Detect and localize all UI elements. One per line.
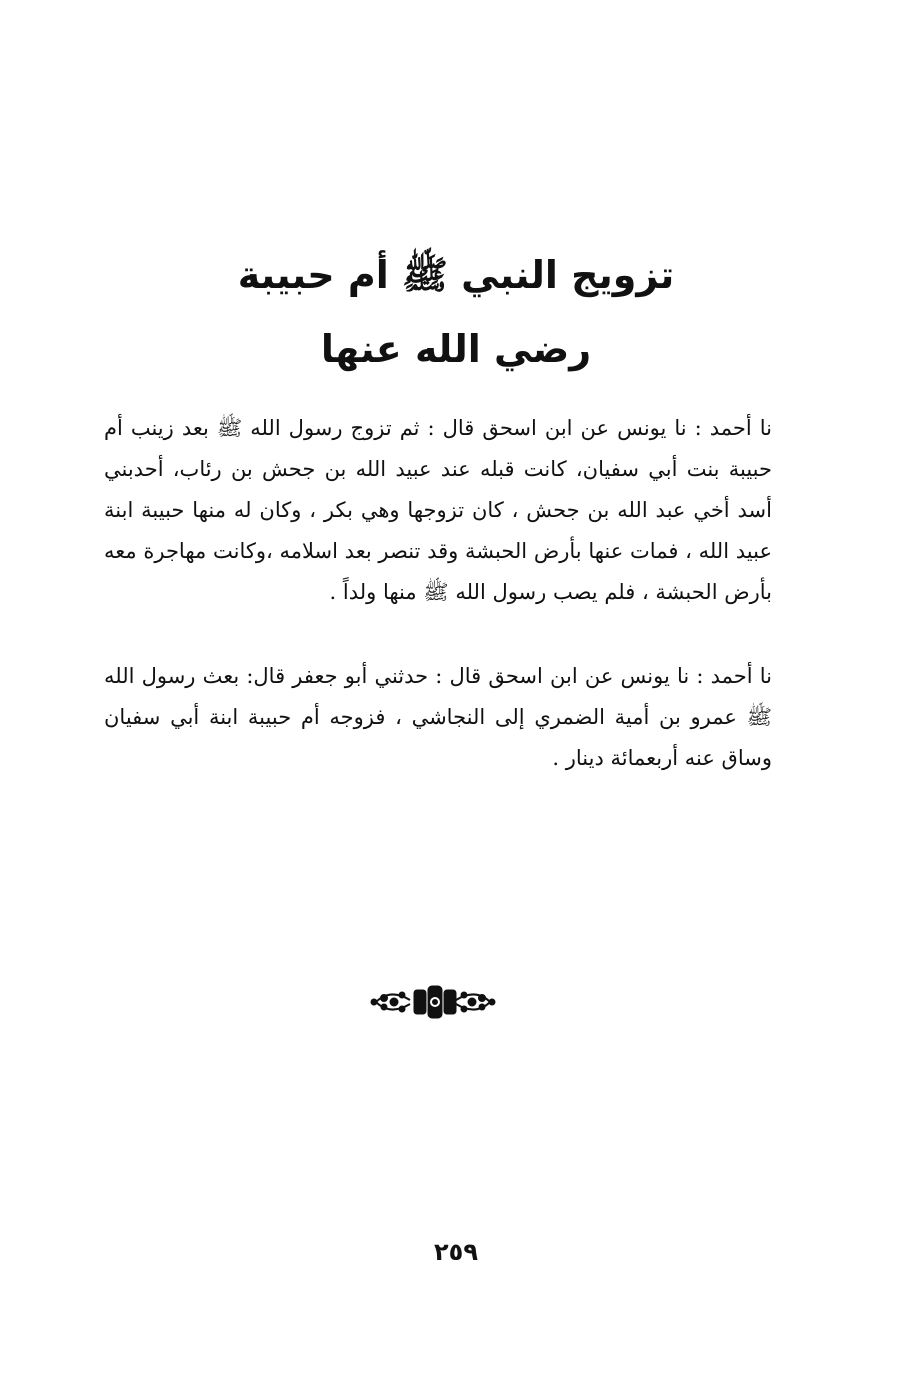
chapter-title-line-1: تزويج النبي ﷺ أم حبيبة: [237, 253, 675, 297]
page-number: ٢٥٩: [434, 1238, 478, 1266]
narration-paragraph-1: نا أحمد : نا يونس عن ابن اسحق قال : ثم تزوج رسول الله ﷺ بعد زينب أم حبيبة بنت أبي سفيان، كانت قبله عند عبيد الله بن جحش بن رئاب، أحدبني أسد أخي عبد الله بن جحش ، كان تزوجها وهي بكر ، وكان له منها حبيبة ابنة عبيد الله ، فمات عنها بأرض الحبشة وقد تنصر بعد اسلامه ،وكانت مهاجرة معه بأرض الحبشة ، فلم يصب رسول الله ﷺ منها ولداً .: [104, 416, 772, 604]
narration-paragraph-2: نا أحمد : نا يونس عن ابن اسحق قال : حدثني أبو جعفر قال: بعث رسول الله ﷺ عمرو بن أمية الضمري إلى النجاشي ، فزوجه أم حبيبة ابنة أبي سفيان وساق عنه أربعمائة دينار .: [104, 664, 772, 770]
chapter-title-line-2: رضي الله عنها: [320, 327, 592, 371]
chapter-heading: [100, 238, 812, 386]
floral-divider-ornament-icon: [366, 978, 500, 1026]
